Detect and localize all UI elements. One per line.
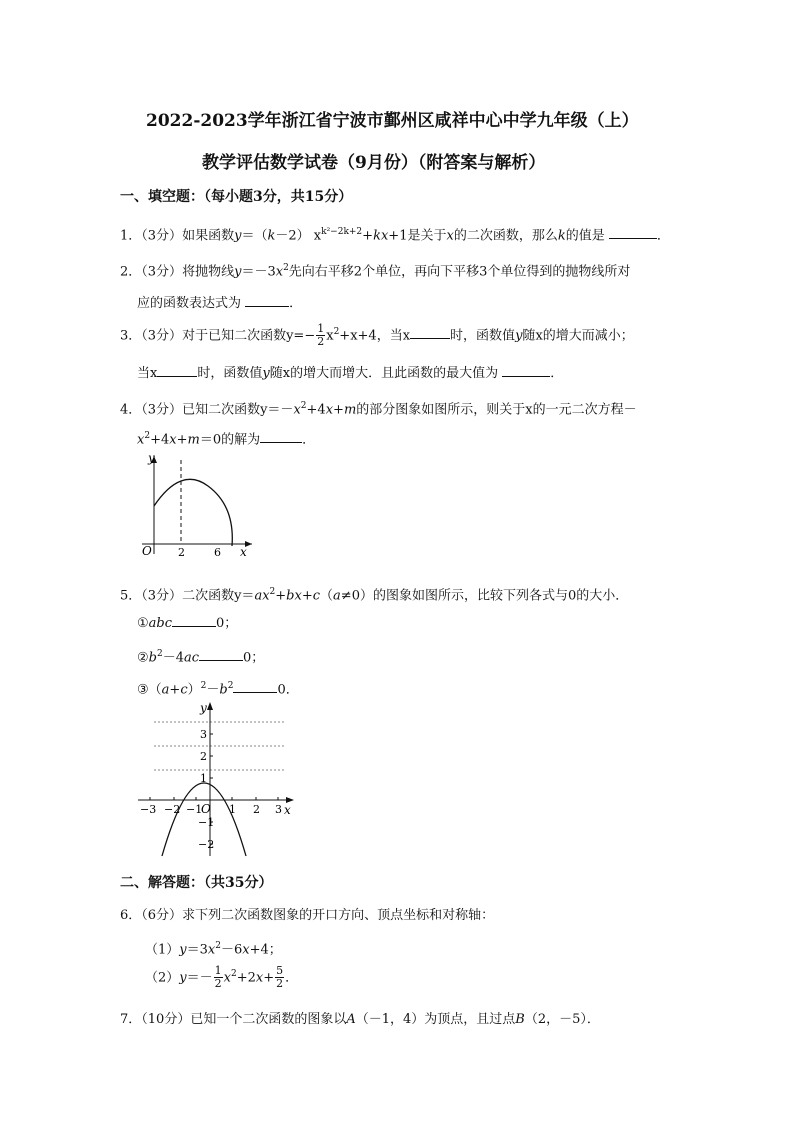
question-6 bbox=[120, 906, 494, 926]
text: + bbox=[169, 682, 181, 698]
answer-blank[interactable] bbox=[410, 324, 450, 339]
var: b bbox=[148, 650, 157, 666]
var: x bbox=[223, 970, 231, 986]
var: x bbox=[275, 264, 284, 280]
var: x bbox=[293, 402, 301, 418]
text: +1是关于 bbox=[388, 228, 447, 244]
question-5-item-2 bbox=[137, 644, 264, 668]
text: x bbox=[326, 328, 334, 344]
text: ＝0的解为 bbox=[199, 432, 261, 448]
var: bx bbox=[286, 588, 302, 604]
exponent: 2 bbox=[283, 263, 289, 273]
text: ，当 bbox=[376, 328, 403, 344]
answer-blank[interactable] bbox=[172, 612, 216, 627]
text: 如果函数 bbox=[182, 228, 235, 244]
text: ＝3 bbox=[186, 942, 208, 958]
text: + bbox=[263, 970, 275, 986]
exponent: 2 bbox=[300, 401, 307, 411]
var: x bbox=[255, 970, 264, 986]
question-score: （3分） bbox=[141, 264, 183, 280]
exponent: 2 bbox=[227, 681, 234, 691]
var: x bbox=[242, 942, 250, 958]
text: 求下列二次函数图象的开口方向、顶点坐标和对称轴： bbox=[182, 908, 495, 923]
text: y＝－ bbox=[260, 402, 294, 418]
text: 先向右平移2个单位，再向下平移3个单位得到的抛物线所对 bbox=[288, 264, 631, 280]
y-tick-3: 3 bbox=[200, 728, 207, 741]
text: 当 bbox=[137, 366, 151, 381]
text: （2） bbox=[145, 970, 180, 986]
question-score: （3分） bbox=[141, 228, 183, 244]
var: y bbox=[234, 264, 242, 280]
y-tick-2: 2 bbox=[200, 750, 207, 763]
answer-blank[interactable] bbox=[157, 362, 197, 377]
var: A bbox=[346, 1012, 356, 1027]
y-tick-neg1: −1 bbox=[198, 816, 215, 829]
var: ac bbox=[184, 650, 200, 666]
exponent: 2 bbox=[231, 969, 237, 979]
denominator: 2 bbox=[276, 977, 284, 991]
x-tick-2: 2 bbox=[178, 546, 185, 559]
text: + bbox=[333, 402, 344, 418]
var: y bbox=[179, 942, 187, 958]
var: b bbox=[219, 682, 228, 698]
question-6-part-2 bbox=[145, 964, 298, 990]
text: （－1，4）为顶点，且过点 bbox=[355, 1012, 516, 1027]
text: 的二次函数，那么 bbox=[453, 228, 558, 244]
section-solve-heading: 二、解答题：（共35分） bbox=[120, 875, 273, 891]
text: 时，函数值 bbox=[197, 366, 263, 381]
exponent: k²−2k+2 bbox=[321, 227, 363, 237]
x-tick-1: 1 bbox=[229, 803, 236, 816]
var: kx bbox=[373, 228, 389, 244]
y-label: y bbox=[200, 701, 207, 715]
question-score: （3分） bbox=[141, 402, 183, 418]
var: m bbox=[187, 432, 200, 448]
y-axis-arrow bbox=[207, 702, 213, 710]
var: x bbox=[282, 366, 291, 381]
exponent: 2 bbox=[269, 587, 276, 597]
x-tick-2: 2 bbox=[253, 803, 260, 816]
text: －6 bbox=[221, 942, 243, 958]
text: ＝－ bbox=[186, 970, 213, 986]
answer-blank[interactable] bbox=[260, 428, 302, 443]
section-fill-blank-heading: 一、填空题：（每小题3分，共15分） bbox=[120, 189, 353, 205]
text: 的值是 bbox=[565, 228, 605, 244]
question-6-part-1 bbox=[145, 936, 282, 960]
exponent: 2 bbox=[333, 327, 340, 337]
text: 的增大而减小； bbox=[542, 328, 634, 344]
y-label: y bbox=[148, 451, 155, 465]
exponent: 2 bbox=[156, 649, 163, 659]
text: 0； bbox=[243, 650, 265, 666]
question-number: 3． bbox=[120, 328, 142, 344]
text: ） bbox=[187, 682, 201, 698]
numerator: 1 bbox=[317, 322, 325, 336]
question-4-line2 bbox=[137, 426, 315, 450]
text: （2，－5）． bbox=[524, 1012, 600, 1027]
fraction bbox=[316, 323, 325, 348]
var: x bbox=[402, 328, 411, 344]
fraction bbox=[214, 965, 223, 990]
text: +2 bbox=[236, 970, 256, 986]
question-4 bbox=[120, 396, 637, 420]
question-7 bbox=[120, 1010, 600, 1030]
question-5 bbox=[120, 582, 628, 606]
exponent: 2 bbox=[200, 681, 207, 691]
var: x bbox=[535, 328, 543, 344]
text: ＝－3 bbox=[241, 264, 276, 280]
var: c bbox=[180, 682, 188, 698]
exponent: 2 bbox=[215, 941, 221, 951]
text: ． bbox=[550, 366, 564, 381]
text: （1） bbox=[145, 942, 180, 958]
question-1 bbox=[120, 222, 670, 246]
var: a bbox=[333, 588, 341, 604]
answer-blank[interactable] bbox=[609, 224, 657, 239]
text: －4 bbox=[162, 650, 184, 666]
var: c bbox=[312, 588, 321, 604]
var: x bbox=[207, 942, 216, 958]
text: +x+4 bbox=[339, 328, 377, 344]
var: x bbox=[325, 402, 334, 418]
var: x bbox=[169, 432, 177, 448]
x-tick-neg2: −2 bbox=[164, 803, 181, 816]
fraction bbox=[275, 965, 284, 990]
text: + bbox=[176, 432, 188, 448]
var: a bbox=[161, 682, 170, 698]
answer-blank[interactable] bbox=[233, 678, 277, 693]
var: y bbox=[234, 228, 242, 244]
question-score: （10分） bbox=[141, 1012, 191, 1027]
var: B bbox=[515, 1012, 525, 1027]
text: 二次函数 bbox=[182, 588, 235, 604]
question-3 bbox=[120, 322, 634, 348]
question-number: 5． bbox=[120, 588, 142, 604]
denominator: 2 bbox=[214, 977, 222, 991]
question-number: 7． bbox=[120, 1012, 142, 1027]
var: x bbox=[446, 228, 454, 244]
var: ax bbox=[254, 588, 270, 604]
var: x bbox=[150, 366, 158, 381]
x-label: x bbox=[284, 803, 291, 817]
var: x bbox=[525, 402, 533, 418]
var: m bbox=[343, 402, 357, 418]
text: y=− bbox=[286, 328, 316, 344]
text: + bbox=[362, 228, 374, 244]
x-tick-neg3: −3 bbox=[140, 803, 157, 816]
x-tick-neg1: −1 bbox=[186, 803, 203, 816]
question-5-item-3 bbox=[137, 676, 299, 700]
text: 应的函数表达式为 bbox=[137, 296, 242, 311]
numerator: 1 bbox=[214, 964, 222, 978]
document-title-line2: 教学评估数学试卷（9月份）（附答案与解析） bbox=[202, 153, 546, 173]
text: （ bbox=[320, 588, 334, 604]
question-score: （3分） bbox=[141, 588, 183, 604]
text: ． bbox=[285, 970, 299, 986]
text: ② bbox=[137, 650, 149, 666]
var: x bbox=[137, 432, 145, 448]
question-2-line2 bbox=[137, 292, 302, 314]
answer-blank[interactable] bbox=[199, 646, 243, 661]
document-title-line1: 2022-2023学年浙江省宁波市鄞州区咸祥中心中学九年级（上） bbox=[146, 111, 639, 131]
q5-parabola-graph bbox=[134, 700, 302, 860]
text: ． bbox=[289, 296, 303, 311]
y-tick-1: 1 bbox=[200, 772, 207, 785]
denominator: 2 bbox=[317, 335, 325, 349]
parabola-curve bbox=[154, 479, 232, 546]
question-score: （6分） bbox=[141, 908, 183, 923]
text: y＝ bbox=[234, 588, 255, 604]
x-tick-6: 6 bbox=[214, 546, 221, 559]
x-tick-3: 3 bbox=[275, 803, 282, 816]
text: ≠0）的图象如图所示，比较下列各式与0的大小． bbox=[340, 588, 629, 604]
var: abc bbox=[148, 616, 173, 631]
origin-label: O bbox=[142, 544, 152, 558]
question-3-line2 bbox=[137, 362, 563, 384]
text: +4； bbox=[249, 942, 282, 958]
answer-blank[interactable] bbox=[245, 292, 289, 307]
text: 随 bbox=[522, 328, 536, 344]
origin-label: O bbox=[201, 802, 211, 816]
text: －2） bbox=[275, 228, 310, 244]
text: 0． bbox=[277, 682, 299, 698]
text: ① bbox=[137, 616, 149, 631]
var: y bbox=[179, 970, 187, 986]
text: 的增大而增大．且此函数的最大值为 bbox=[290, 366, 499, 381]
var: y bbox=[515, 328, 523, 344]
answer-blank[interactable] bbox=[502, 362, 550, 377]
numerator: 5 bbox=[276, 964, 284, 978]
exponent: 2 bbox=[144, 431, 151, 441]
question-number: 6． bbox=[120, 908, 142, 923]
question-number: 1． bbox=[120, 228, 142, 244]
text: 0； bbox=[216, 616, 238, 631]
question-number: 4． bbox=[120, 402, 142, 418]
text: +4 bbox=[306, 402, 326, 418]
text: 已知二次函数 bbox=[182, 402, 261, 418]
x-label: x bbox=[240, 545, 247, 559]
question-2 bbox=[120, 258, 630, 282]
q4-parabola-graph bbox=[132, 450, 262, 560]
question-score: （3分） bbox=[141, 328, 183, 344]
var: k bbox=[557, 228, 566, 244]
y-tick-neg2: −2 bbox=[198, 838, 215, 851]
var: x bbox=[313, 228, 322, 244]
text: ③（ bbox=[137, 682, 162, 698]
text: 的一元二次方程－ bbox=[532, 402, 637, 418]
text: +4 bbox=[150, 432, 170, 448]
text: + bbox=[275, 588, 287, 604]
text: 对于已知二次函数 bbox=[182, 328, 287, 344]
text: + bbox=[301, 588, 313, 604]
question-5-item-1 bbox=[137, 612, 237, 634]
text: ＝（ bbox=[241, 228, 268, 244]
text: ． bbox=[656, 228, 670, 244]
text: 已知一个二次函数的图象以 bbox=[190, 1012, 347, 1027]
text: 时，函数值 bbox=[450, 328, 516, 344]
text: 的部分图象如图所示，则关于 bbox=[356, 402, 526, 418]
var: y bbox=[262, 366, 270, 381]
text: ． bbox=[302, 432, 316, 448]
question-number: 2． bbox=[120, 264, 142, 280]
text: 随 bbox=[269, 366, 283, 381]
var: k bbox=[267, 228, 276, 244]
text: 将抛物线 bbox=[182, 264, 235, 280]
text: － bbox=[206, 682, 220, 698]
